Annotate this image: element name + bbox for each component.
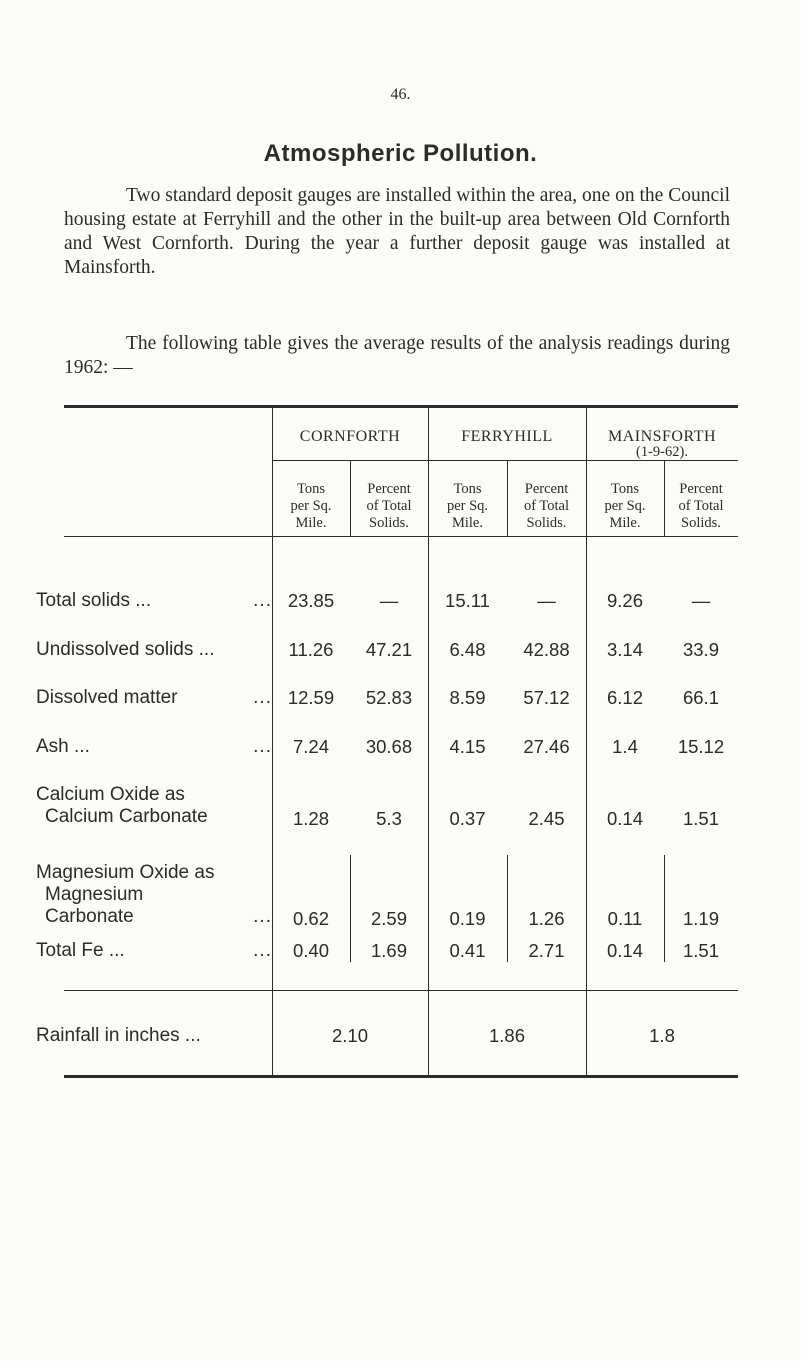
table-cell: 11.26 xyxy=(288,639,334,660)
table-cell: 33.9 xyxy=(682,639,719,660)
table-cell: 0.62 xyxy=(292,908,329,929)
row-label-calcium: Calcium Oxide as Calcium Carbonate xyxy=(36,784,208,827)
table-cell: 2.71 xyxy=(528,940,565,961)
col-header-mainsforth-percent: Percent of Total Solids. xyxy=(678,481,724,531)
table-cell: 3.14 xyxy=(606,639,643,660)
table-cell: 2.45 xyxy=(528,808,565,829)
table-intro-paragraph: The following table gives the average results of the analysis readings during 1962: — xyxy=(64,333,730,378)
table-cell: 57.12 xyxy=(523,687,570,708)
rainfall-ferryhill: 1.86 xyxy=(488,1025,525,1046)
table-cell: 1.51 xyxy=(682,940,719,961)
table-cell: 1.69 xyxy=(370,940,407,961)
table-cell: — xyxy=(691,590,711,611)
col-header-ferryhill-tons: Tons per Sq. Mile. xyxy=(446,481,489,531)
table-cell: 4.15 xyxy=(449,736,486,757)
row-label-total-fe: Total Fe ... ... xyxy=(36,940,272,961)
table-top-rule xyxy=(64,405,738,408)
table-cell: 66.1 xyxy=(682,687,719,708)
col-header-ferryhill-percent: Percent of Total Solids. xyxy=(523,481,570,531)
row-label-magnesium: Magnesium Oxide as Magnesium Carbonate ... xyxy=(36,862,272,927)
row-label-dissolved-matter: Dissolved matter ... xyxy=(36,687,272,708)
table-cell: 0.40 xyxy=(292,940,329,961)
table-cell: 12.59 xyxy=(287,687,335,708)
table-cell: 52.83 xyxy=(365,687,413,708)
table-cell: 6.48 xyxy=(449,639,486,660)
table-cell: 0.11 xyxy=(607,908,643,929)
table-cell: 5.3 xyxy=(376,808,402,829)
page-title: Atmospheric Pollution. xyxy=(263,140,538,167)
table-cell: 27.46 xyxy=(523,736,570,757)
table-cell: 0.14 xyxy=(606,940,643,961)
table-bottom-rule xyxy=(64,1075,738,1078)
table-cell: — xyxy=(379,590,399,611)
table-cell: 0.14 xyxy=(606,808,643,829)
table-cell: 1.28 xyxy=(292,808,329,829)
table-cell: 15.11 xyxy=(445,590,490,611)
table-cell: 0.37 xyxy=(449,808,486,829)
group-header-mainsforth: MAINSFORTH xyxy=(607,428,717,445)
table-cell: 1.19 xyxy=(682,908,719,929)
table-cell: 30.68 xyxy=(365,736,413,757)
col-header-cornforth-tons: Tons per Sq. Mile. xyxy=(290,481,332,531)
rainfall-mainsforth: 1.8 xyxy=(649,1025,675,1046)
table-cell: 1.26 xyxy=(528,908,565,929)
table-cell: — xyxy=(537,590,556,611)
col-header-cornforth-percent: Percent of Total Solids. xyxy=(366,481,412,531)
table-cell: 1.4 xyxy=(612,736,638,757)
table-cell: 2.59 xyxy=(370,908,407,929)
row-label-undissolved-solids: Undissolved solids ... xyxy=(36,639,215,660)
table-cell: 8.59 xyxy=(449,687,486,708)
rainfall-cornforth: 2.10 xyxy=(331,1025,368,1046)
table-cell: 47.21 xyxy=(365,639,413,660)
table-cell: 0.41 xyxy=(449,940,486,961)
group-subheader-mainsforth-date: (1-9-62). xyxy=(636,444,688,460)
table-cell: 9.26 xyxy=(606,590,643,611)
header-bottom-rule xyxy=(64,536,738,537)
table-cell: 23.85 xyxy=(287,590,335,611)
row-label-ash: Ash ... ... xyxy=(36,736,272,757)
intro-paragraph: Two standard deposit gauges are installed within the area, one on the Council housing estate at Ferryhill and the other in the built-up area between Old Cornforth and West Cornforth. During the year a further deposit gauge was installed at Mainsforth. xyxy=(64,185,730,278)
col-header-mainsforth-tons: Tons per Sq. Mile. xyxy=(604,481,646,531)
table-cell: 0.19 xyxy=(449,908,486,929)
rainfall-top-rule xyxy=(64,990,738,991)
row-label-total-solids: Total solids ... ... xyxy=(36,590,272,611)
group-header-cornforth: CORNFORTH xyxy=(299,428,401,445)
table-cell: 42.88 xyxy=(523,639,570,660)
table-cell: 1.51 xyxy=(682,808,719,829)
table-cell: 7.24 xyxy=(292,736,329,757)
table-cell: 6.12 xyxy=(606,687,643,708)
group-header-ferryhill: FERRYHILL xyxy=(461,428,553,445)
table-cell: 15.12 xyxy=(677,736,725,757)
row-label-rainfall: Rainfall in inches ... xyxy=(36,1025,201,1046)
page-number: 46. xyxy=(390,86,411,103)
